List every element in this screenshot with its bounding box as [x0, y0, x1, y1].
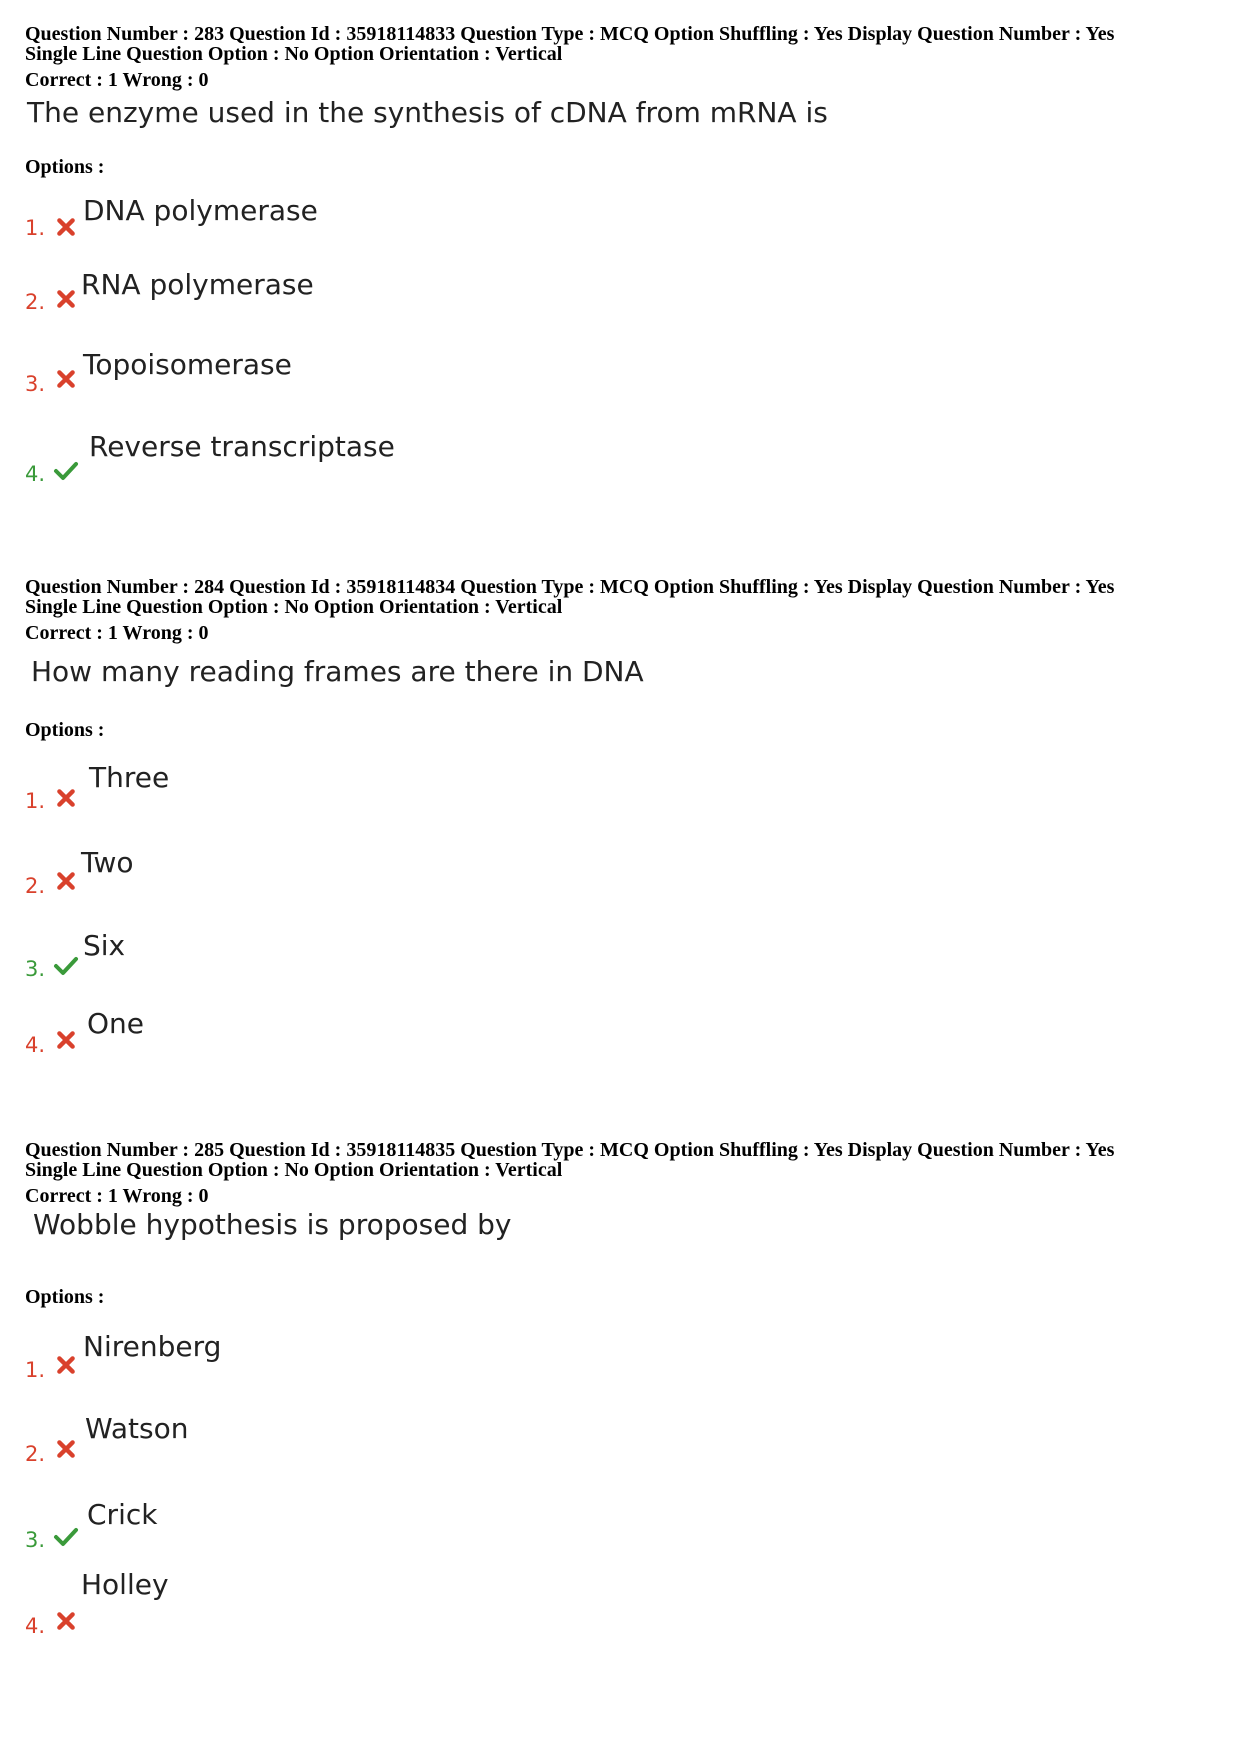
option-number: 1. — [25, 789, 46, 813]
options-label: Options : — [25, 719, 105, 741]
question-meta: Question Number : 285 Question Id : 35918114835 Question Type : MCQ Option Shuffling : Yes Display Question Number : Yes — [25, 1139, 1115, 1161]
option-number: 2. — [25, 1442, 46, 1466]
question-text: How many reading frames are there in DNA — [31, 655, 644, 688]
cross-icon — [55, 1610, 77, 1632]
question-block — [25, 1140, 1215, 1660]
question-meta: Question Number : 284 Question Id : 35918114834 Question Type : MCQ Option Shuffling : Yes Display Question Number : Yes — [25, 576, 1115, 598]
option-number: 3. — [25, 957, 46, 981]
option-item — [25, 194, 625, 244]
option-number: 1. — [25, 216, 46, 240]
question-marks: Correct : 1 Wrong : 0 — [25, 622, 209, 644]
option-item — [25, 268, 625, 322]
option-item — [25, 1007, 625, 1063]
option-number: 4. — [25, 1033, 46, 1057]
option-text: Watson — [85, 1412, 189, 1445]
check-icon — [53, 1526, 79, 1548]
question-marks: Correct : 1 Wrong : 0 — [25, 1185, 209, 1207]
option-text: Three — [89, 761, 170, 794]
option-item — [25, 430, 625, 486]
cross-icon — [55, 1438, 77, 1460]
option-number: 3. — [25, 372, 46, 396]
option-text: One — [87, 1007, 145, 1040]
question-marks: Correct : 1 Wrong : 0 — [25, 69, 209, 91]
option-number: 2. — [25, 290, 46, 314]
option-number: 1. — [25, 1358, 46, 1382]
option-item — [25, 761, 625, 817]
question-meta-options: Single Line Question Option : No Option Orientation : Vertical — [25, 43, 563, 65]
option-item — [25, 1412, 625, 1470]
cross-icon — [55, 288, 77, 310]
option-item — [25, 348, 625, 404]
option-number: 2. — [25, 874, 46, 898]
option-text: Two — [81, 846, 134, 879]
option-text: Crick — [87, 1498, 158, 1531]
cross-icon — [55, 1354, 77, 1376]
question-text: Wobble hypothesis is proposed by — [33, 1208, 512, 1241]
question-block — [25, 577, 1215, 1057]
option-item — [25, 846, 625, 902]
cross-icon — [55, 216, 77, 238]
option-text: Six — [83, 929, 126, 962]
option-item — [25, 929, 625, 985]
question-meta: Question Number : 283 Question Id : 35918114833 Question Type : MCQ Option Shuffling : Yes Display Question Number : Yes — [25, 23, 1115, 45]
option-text: Reverse transcriptase — [89, 430, 395, 463]
cross-icon — [55, 368, 77, 390]
question-meta-options: Single Line Question Option : No Option Orientation : Vertical — [25, 596, 563, 618]
cross-icon — [55, 787, 77, 809]
option-text: Nirenberg — [83, 1330, 222, 1363]
option-item — [25, 1498, 625, 1556]
question-meta-options: Single Line Question Option : No Option Orientation : Vertical — [25, 1159, 563, 1181]
check-icon — [53, 460, 79, 482]
option-text: DNA polymerase — [83, 194, 318, 227]
question-block — [25, 24, 1215, 504]
option-number: 3. — [25, 1528, 46, 1552]
option-number: 4. — [25, 462, 46, 486]
cross-icon — [55, 1029, 77, 1051]
option-number: 4. — [25, 1614, 46, 1638]
question-text: The enzyme used in the synthesis of cDNA from mRNA is — [27, 96, 828, 129]
check-icon — [53, 955, 79, 977]
options-label: Options : — [25, 156, 105, 178]
cross-icon — [55, 870, 77, 892]
option-text: Topoisomerase — [83, 348, 292, 381]
option-item — [25, 1568, 625, 1640]
option-text: Holley — [81, 1568, 169, 1601]
options-label: Options : — [25, 1286, 105, 1308]
option-text: RNA polymerase — [81, 268, 314, 301]
option-item — [25, 1330, 625, 1386]
